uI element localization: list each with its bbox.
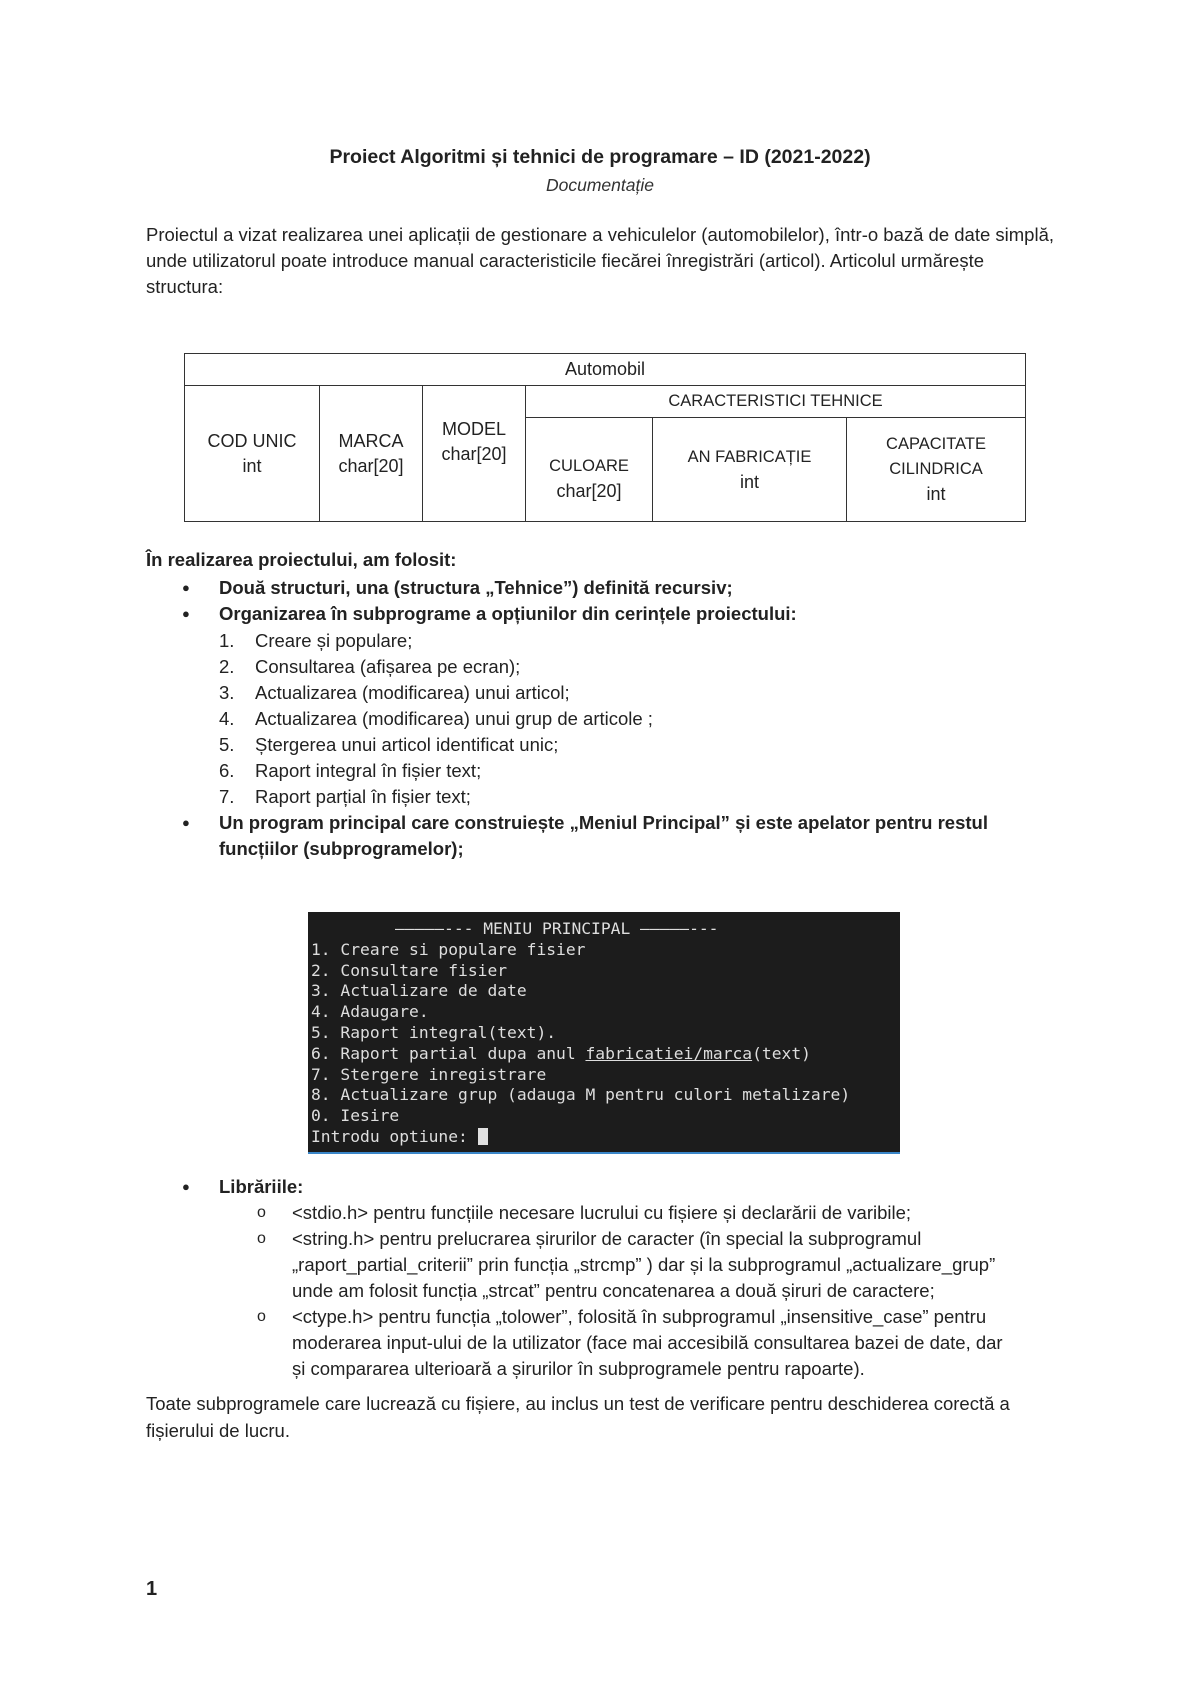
item-text: Consultarea (afișarea pe ecran); xyxy=(255,656,521,677)
terminal-line: 4. Adaugare. xyxy=(311,1002,429,1022)
column-an-fabricatie xyxy=(653,418,847,522)
column-cod-unic xyxy=(185,386,320,522)
column-name: CAPACITATE xyxy=(886,435,986,453)
library-text: și compararea ulterioară a șirurilor în subprogramele pentru rapoarte). xyxy=(292,1358,865,1379)
document-title: Proiect Algoritmi și tehnici de programare – ID (2021-2022) xyxy=(329,146,871,168)
terminal-line: 0. Iesire xyxy=(311,1106,400,1126)
item-text: Raport integral în fișier text; xyxy=(255,760,482,781)
column-name: MODEL xyxy=(441,419,506,439)
column-name: AN FABRICAȚIE xyxy=(687,447,812,466)
item-number: 5. xyxy=(219,734,235,755)
bullet-icon: ● xyxy=(182,815,190,830)
terminal-line: 3. Actualizare de date xyxy=(311,981,527,1001)
column-name: MARCA xyxy=(338,430,404,451)
library-text: <ctype.h> pentru funcția „tolower”, folosită în subprogramul „insensitive_case” pentru xyxy=(292,1306,987,1327)
column-type: int xyxy=(739,471,759,492)
bullet-text: Un program principal care construiește „Meniul Principal” și este apelator pentru restul funcțiilor (subprogramelor); xyxy=(219,812,988,859)
column-name: CULOARE xyxy=(549,456,629,475)
intro-paragraph: Proiectul a vizat realizarea unei aplicații de gestionare a vehiculelor (automobilelor), într-o bază de date simplă, unde utilizatorul poate introduce manual caracteristicile fiecărei înregistrări (articol). Articolul urmărește structura: xyxy=(146,224,1055,297)
item-text: Actualizarea (modificarea) unui grup de articole ; xyxy=(255,708,653,729)
circle-bullet-icon: o xyxy=(257,1204,266,1221)
bullet-icon: ● xyxy=(182,580,190,595)
bullet-icon: ● xyxy=(182,606,190,621)
main-menu-terminal-screenshot xyxy=(308,912,900,1154)
item-number: 4. xyxy=(219,708,235,729)
automobil-structure-table xyxy=(184,353,1026,522)
column-culoare xyxy=(526,418,653,522)
column-name: CILINDRICA xyxy=(889,460,983,478)
column-type: int xyxy=(242,455,262,476)
item-number: 6. xyxy=(219,760,235,781)
document-subtitle: Documentație xyxy=(546,175,654,195)
item-number: 2. xyxy=(219,656,235,677)
terminal-text: 6. Raport partial dupa anul xyxy=(311,1043,586,1063)
page-number: 1 xyxy=(146,1578,158,1600)
circle-bullet-icon: o xyxy=(257,1230,266,1247)
terminal-line: 1. Creare si populare fisier xyxy=(311,939,586,959)
terminal-prompt-line xyxy=(311,1127,897,1148)
section-heading: În realizarea proiectului, am folosit: xyxy=(146,549,457,570)
library-text: unde am folosit funcția „strcat” pentru concatenarea a două șiruri de caractere; xyxy=(292,1280,935,1301)
item-text: Raport parțial în fișier text; xyxy=(255,786,471,807)
item-text: Creare și populare; xyxy=(255,630,413,651)
column-capacitate-cilindrica xyxy=(847,418,1026,522)
terminal-line: 8. Actualizare grup (adauga M pentru culori metalizare) xyxy=(311,1085,851,1105)
terminal-line: 2. Consultare fisier xyxy=(311,960,508,980)
column-marca xyxy=(320,386,423,522)
terminal-line: 5. Raport integral(text). xyxy=(311,1022,557,1042)
terminal-text: (text) xyxy=(752,1043,811,1063)
terminal-header: —————--- MENIU PRINCIPAL —————--- xyxy=(395,919,719,938)
bullet-text: Organizarea în subprograme a opțiunilor din cerințele proiectului: xyxy=(219,603,797,624)
terminal-underlined-text: fabricatiei/marca xyxy=(585,1043,753,1063)
item-text: Actualizarea (modificarea) unui articol; xyxy=(255,682,570,703)
terminal-prompt: Introdu optiune: xyxy=(311,1126,478,1146)
bullet-icon: ● xyxy=(182,1179,190,1194)
group-header-caracteristici: CARACTERISTICI TEHNICE xyxy=(526,386,1026,418)
bullet-text: Librăriile: xyxy=(219,1176,304,1197)
item-text: Ștergerea unui articol identificat unic; xyxy=(255,734,559,755)
column-name: COD UNIC xyxy=(207,430,297,451)
bullet-text: Două structuri, una (structura „Tehnice”) definită recursiv; xyxy=(219,577,733,598)
library-text: <stdio.h> pentru funcțiile necesare lucrului cu fișiere și declarării de varibile; xyxy=(292,1202,912,1223)
item-number: 1. xyxy=(219,630,235,651)
library-text: moderarea input-ului de la utilizator (face mai accesibilă consultarea bazei de date, dar xyxy=(292,1332,1003,1353)
cursor-icon xyxy=(478,1128,488,1145)
column-model xyxy=(423,386,526,522)
terminal-line: 7. Stergere inregistrare xyxy=(311,1064,547,1084)
column-type: int xyxy=(926,484,946,504)
circle-bullet-icon: o xyxy=(257,1308,266,1325)
column-type: char[20] xyxy=(556,480,622,501)
library-text: „raport_partial_criterii” prin funcția „strcmp” ) dar și la subprogramul „actualizare_grup” xyxy=(292,1254,996,1275)
column-type: char[20] xyxy=(338,455,404,476)
column-type: char[20] xyxy=(441,444,507,464)
library-text: <string.h> pentru prelucrarea șirurilor de caracter (în special la subprogramul xyxy=(292,1228,922,1249)
closing-paragraph: Toate subprogramele care lucrează cu fișiere, au inclus un test de verificare pentru deschiderea corectă a fișierului de lucru. xyxy=(146,1393,1010,1441)
terminal-line xyxy=(311,1044,897,1065)
item-number: 7. xyxy=(219,786,235,807)
table-caption: Automobil xyxy=(185,354,1026,386)
item-number: 3. xyxy=(219,682,235,703)
